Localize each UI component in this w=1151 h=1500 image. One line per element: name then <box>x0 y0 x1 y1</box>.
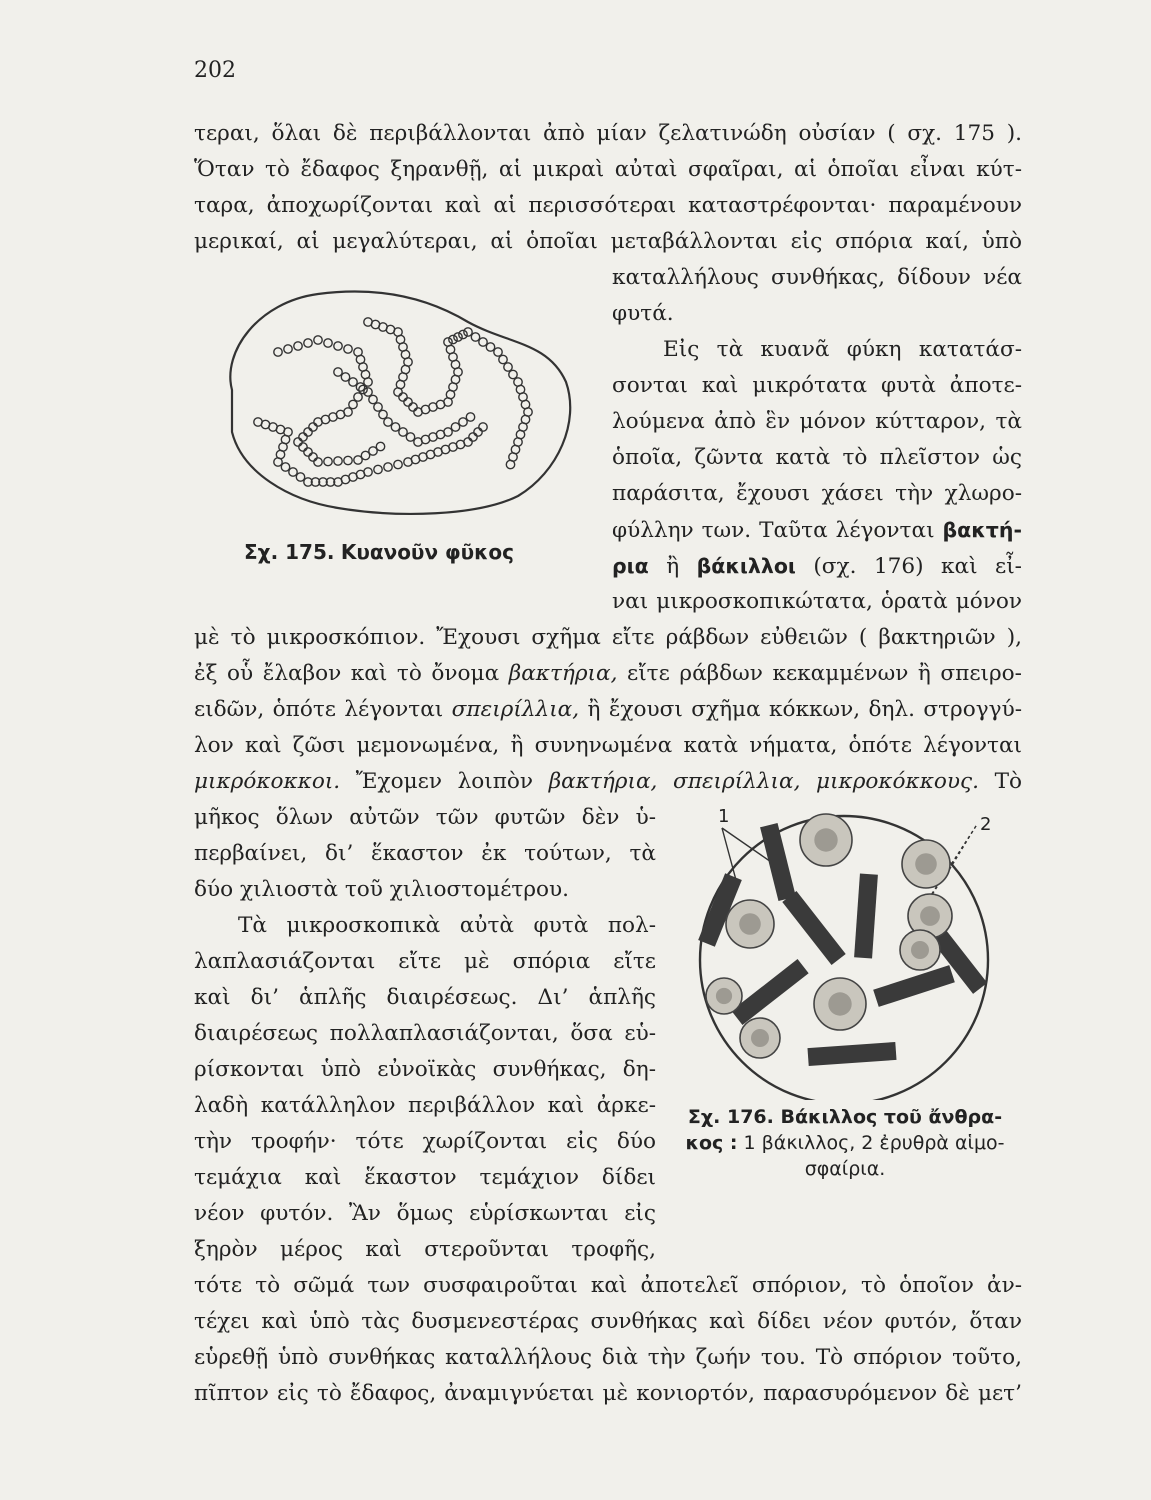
text-line: Ὅταν τὸ ἔδαφος ξηρανθῇ, αἱ μικραὶ αὐταὶ σφαῖραι, αἱ ὁποῖαι εἶναι κύτ- <box>194 157 1022 182</box>
text-segment: εἴτε ράβδων κεκαμμένων ἢ σπειρο- <box>627 661 1022 686</box>
cell-bead <box>309 423 317 431</box>
cell-bead <box>334 457 342 465</box>
cell-bead <box>304 339 312 347</box>
text-line: μερικαί, αἱ μεγαλύτεραι, αἱ ὁποῖαι μεταβάλλονται εἰς σπόρια καί, ὑπὸ <box>194 229 1022 254</box>
cell-bead <box>364 378 372 386</box>
red-blood-cell-center <box>814 828 837 851</box>
text-line: λον καὶ ζῶσι μεμονωμένα, ἢ συνηνωμένα κατὰ νήματα, ὁπότε λέγονται <box>194 733 1022 758</box>
cell-bead <box>344 345 352 353</box>
cell-bead <box>479 423 487 431</box>
text-line: εὑρεθῇ ὑπὸ συνθήκας καταλλήλους διὰ τὴν ζωήν του. Τὸ σπόριον τοῦτο, <box>194 1345 1022 1370</box>
cell-bead <box>294 342 302 350</box>
red-blood-cell-center <box>751 1029 769 1047</box>
text-line <box>194 694 1022 726</box>
caption-text: σφαίρια. <box>804 1158 886 1180</box>
text-line: παράσιτα, ἔχουσι χάσει τὴν χλωρο- <box>612 481 1022 506</box>
text-line <box>612 550 1022 582</box>
caption-line <box>668 1130 1022 1156</box>
text-line: ξηρὸν μέρος καὶ στεροῦνται τροφῆς, <box>194 1237 656 1262</box>
cell-bead <box>289 468 297 476</box>
cell-bead <box>506 460 514 468</box>
bacillus-rod <box>807 1042 896 1066</box>
bacillus-rod <box>760 823 796 901</box>
cell-bead <box>274 348 282 356</box>
cell-filaments <box>254 318 532 486</box>
bacillus-rod <box>782 891 845 965</box>
cell-bead <box>406 433 414 441</box>
cell-bead <box>394 460 402 468</box>
cell-bead <box>314 458 322 466</box>
text-segment: ειδῶν, ὁπότε λέγονται <box>194 697 444 722</box>
cell-bead <box>294 438 302 446</box>
cell-bead <box>399 428 407 436</box>
cell-bead <box>459 418 467 426</box>
text-line: μὲ τὸ μικροσκόπιον. Ἔχουσι σχῆμα εἴτε ράβδων εὐθειῶν ( βακτηριῶν ), <box>194 625 1022 650</box>
figure-175-caption <box>244 540 514 564</box>
text-line: Εἰς τὰ κυανᾶ φύκη κατατάσ- <box>663 337 1022 362</box>
cell-bead <box>464 328 472 336</box>
cell-bead <box>469 433 477 441</box>
text-line: σονται καὶ μικρότατα φυτὰ ἀποτε- <box>612 373 1022 398</box>
term-italic: βακτήρια, <box>508 661 618 686</box>
cell-bead <box>281 463 289 471</box>
cell-bead <box>494 348 502 356</box>
cell-bead <box>299 433 307 441</box>
figure-175-cyanophyte <box>218 282 580 522</box>
figure-176-anthrax-bacillus <box>680 800 1020 1100</box>
red-blood-cell-center <box>915 853 937 875</box>
text-segment: ἐξ οὗ ἔλαβον καὶ τὸ ὄνομα <box>194 661 500 686</box>
text-line: τέχει καὶ ὑπὸ τὰς δυσμενεστέρας συνθήκας καὶ δίδει νέον φυτόν, ὅταν <box>194 1309 1022 1334</box>
text-line: ὁποῖα, ζῶντα κατὰ τὸ πλεῖστον ὡς <box>612 445 1022 470</box>
text-line: δύο χιλιοστὰ τοῦ χιλιοστομέτρου. <box>194 877 570 902</box>
text-segment: Ἔχομεν λοιπὸν <box>355 769 534 794</box>
caption-label: κος : <box>685 1132 738 1154</box>
cell-bead <box>374 403 382 411</box>
cell-bead <box>486 343 494 351</box>
cell-bead <box>364 388 372 396</box>
cell-bead <box>384 463 392 471</box>
text-line: ναι μικροσκοπικώτατα, ὁρατὰ μόνον <box>612 589 1022 614</box>
cell-bead <box>444 428 452 436</box>
cell-bead <box>274 458 282 466</box>
cell-bead <box>464 438 472 446</box>
caption-text: 1 βάκιλλος, 2 ἐρυθρὰ αἱμο- <box>743 1132 1005 1154</box>
cell-bead <box>509 370 517 378</box>
text-line: τεραι, ὅλαι δὲ περιβάλλονται ἀπὸ μίαν ζελατινώδη οὐσίαν ( σχ. 175 ). <box>194 121 1022 146</box>
label-marker-1: 1 <box>718 806 730 827</box>
cell-bead <box>334 342 342 350</box>
cell-bead <box>304 448 312 456</box>
text-line: πῖπτον εἰς τὸ ἔδαφος, ἀναμιγνύεται μὲ κονιορτόν, παρασυρόμενον δὲ μετ’ <box>194 1381 1022 1406</box>
cell-bead <box>304 428 312 436</box>
page-number: 202 <box>194 58 236 83</box>
red-blood-cell-center <box>716 988 732 1004</box>
term-italic: σπειρίλλια, <box>451 697 580 722</box>
bacillus-rod <box>854 873 878 958</box>
text-line: λαδὴ κατάλληλον περιβάλλον καὶ ἀρκε- <box>194 1093 656 1118</box>
text-segment: ἢ <box>666 554 680 579</box>
cell-bead <box>364 468 372 476</box>
cell-bead <box>409 403 417 411</box>
cell-bead <box>399 393 407 401</box>
text-line <box>194 766 1022 798</box>
text-segment: ἢ ἔχουσι σχῆμα κόκκων, δηλ. στρογγύ- <box>587 697 1022 722</box>
cell-bead <box>374 465 382 473</box>
text-line: τότε τὸ σῶμά των συσφαιροῦται καὶ ἀποτελεῖ σπόριον, τὸ ὁποῖον ἀν- <box>194 1273 1022 1298</box>
cell-bead <box>459 330 467 338</box>
text-line: τὴν τροφήν· τότε χωρίζονται εἰς δύο <box>194 1129 656 1154</box>
cell-bead <box>344 456 352 464</box>
text-line: ρίσκονται ὑπὸ εὐνοϊκὰς συνθήκας, δη- <box>194 1057 656 1082</box>
red-blood-cell-center <box>739 913 761 935</box>
caption-label: Σχ. 176. Βάκιλλος τοῦ ἄνθρα- <box>687 1106 1003 1128</box>
text-line: ταρα, ἀποχωρίζονται καὶ αἱ περισσότεραι καταστρέφονται· παραμένουν <box>194 193 1022 218</box>
cell-bead <box>284 345 292 353</box>
text-line <box>194 658 1022 690</box>
cell-bead <box>324 339 332 347</box>
text-line: νέον φυτόν. Ἂν ὅμως εὑρίσκωνται εἰς <box>194 1201 656 1226</box>
cell-bead <box>341 373 349 381</box>
text-line: φυτά. <box>612 301 674 326</box>
bacillus-rod <box>731 959 808 1025</box>
cell-bead <box>391 423 399 431</box>
cell-bead <box>449 335 457 343</box>
figure-176-caption <box>668 1104 1022 1182</box>
caption-line <box>668 1156 1022 1182</box>
cell-bead <box>314 336 322 344</box>
cell-bead <box>384 418 392 426</box>
text-line: τεμάχια καὶ ἕκαστον τεμάχιον δίδει <box>194 1165 656 1190</box>
text-line: λαπλασιάζονται εἴτε μὲ σπόρια εἴτε <box>194 949 656 974</box>
cell-bead <box>349 378 357 386</box>
red-blood-cell-center <box>920 906 940 926</box>
caption-text: Κυανοῦν φῦκος <box>340 540 514 564</box>
cell-bead <box>474 428 482 436</box>
term-bakteria-end: ρια <box>612 554 649 578</box>
cell-bead <box>334 368 342 376</box>
text-line: λούμενα ἀπὸ ἓν μόνον κύτταρον, τὰ <box>612 409 1022 434</box>
term-italic: μικρόκοκκοι. <box>194 769 341 794</box>
text-line: μῆκος ὅλων αὐτῶν τῶν φυτῶν δὲν ὑ- <box>194 805 656 830</box>
text-line: καταλλήλους συνθήκας, δίδουν νέα <box>612 265 1022 290</box>
text-segment: φύλλην των. Ταῦτα λέγονται <box>612 518 935 543</box>
text-line <box>612 514 1022 546</box>
text-line: περβαίνει, δι’ ἕκαστον ἐκ τούτων, τὰ <box>194 841 656 866</box>
cell-bead <box>466 413 474 421</box>
cell-bead <box>376 442 384 450</box>
cell-bead <box>299 443 307 451</box>
text-line: διαιρέσεως πολλαπλασιάζονται, ὅσα εὑ- <box>194 1021 656 1046</box>
cell-bead <box>404 398 412 406</box>
caption-line <box>668 1104 1022 1130</box>
term-italic: βακτήρια, σπειρίλλια, μικροκόκκους. <box>548 769 979 794</box>
cell-bead <box>451 423 459 431</box>
cell-bead <box>471 333 479 341</box>
red-blood-cell-center <box>911 941 929 959</box>
bacillus-rod <box>873 965 955 1007</box>
cell-bead <box>354 393 362 401</box>
cell-bead <box>296 473 304 481</box>
cell-bead <box>349 400 357 408</box>
cell-bead <box>379 410 387 418</box>
cell-bead <box>369 395 377 403</box>
red-blood-cell-center <box>828 992 851 1015</box>
text-line: καὶ δι’ ἁπλῆς διαιρέσεως. Δι’ ἁπλῆς <box>194 985 656 1010</box>
term-bakilloi: βάκιλλοι <box>696 554 796 578</box>
cell-bead <box>499 355 507 363</box>
cell-bead <box>309 453 317 461</box>
cell-bead <box>479 338 487 346</box>
cell-bead <box>324 457 332 465</box>
text-segment: Τὸ <box>994 769 1022 794</box>
cell-bead <box>444 338 452 346</box>
label-marker-2: 2 <box>980 814 992 835</box>
cell-bead <box>394 388 402 396</box>
cell-bead <box>454 333 462 341</box>
text-segment: (σχ. 176) καὶ εἶ- <box>813 554 1022 579</box>
caption-label: Σχ. 175. <box>244 540 335 564</box>
text-line: Τὰ μικροσκοπικὰ αὐτὰ φυτὰ πολ- <box>238 913 656 938</box>
cell-bead <box>314 418 322 426</box>
term-bakteria: βακτή- <box>942 518 1022 542</box>
cell-bead <box>504 363 512 371</box>
